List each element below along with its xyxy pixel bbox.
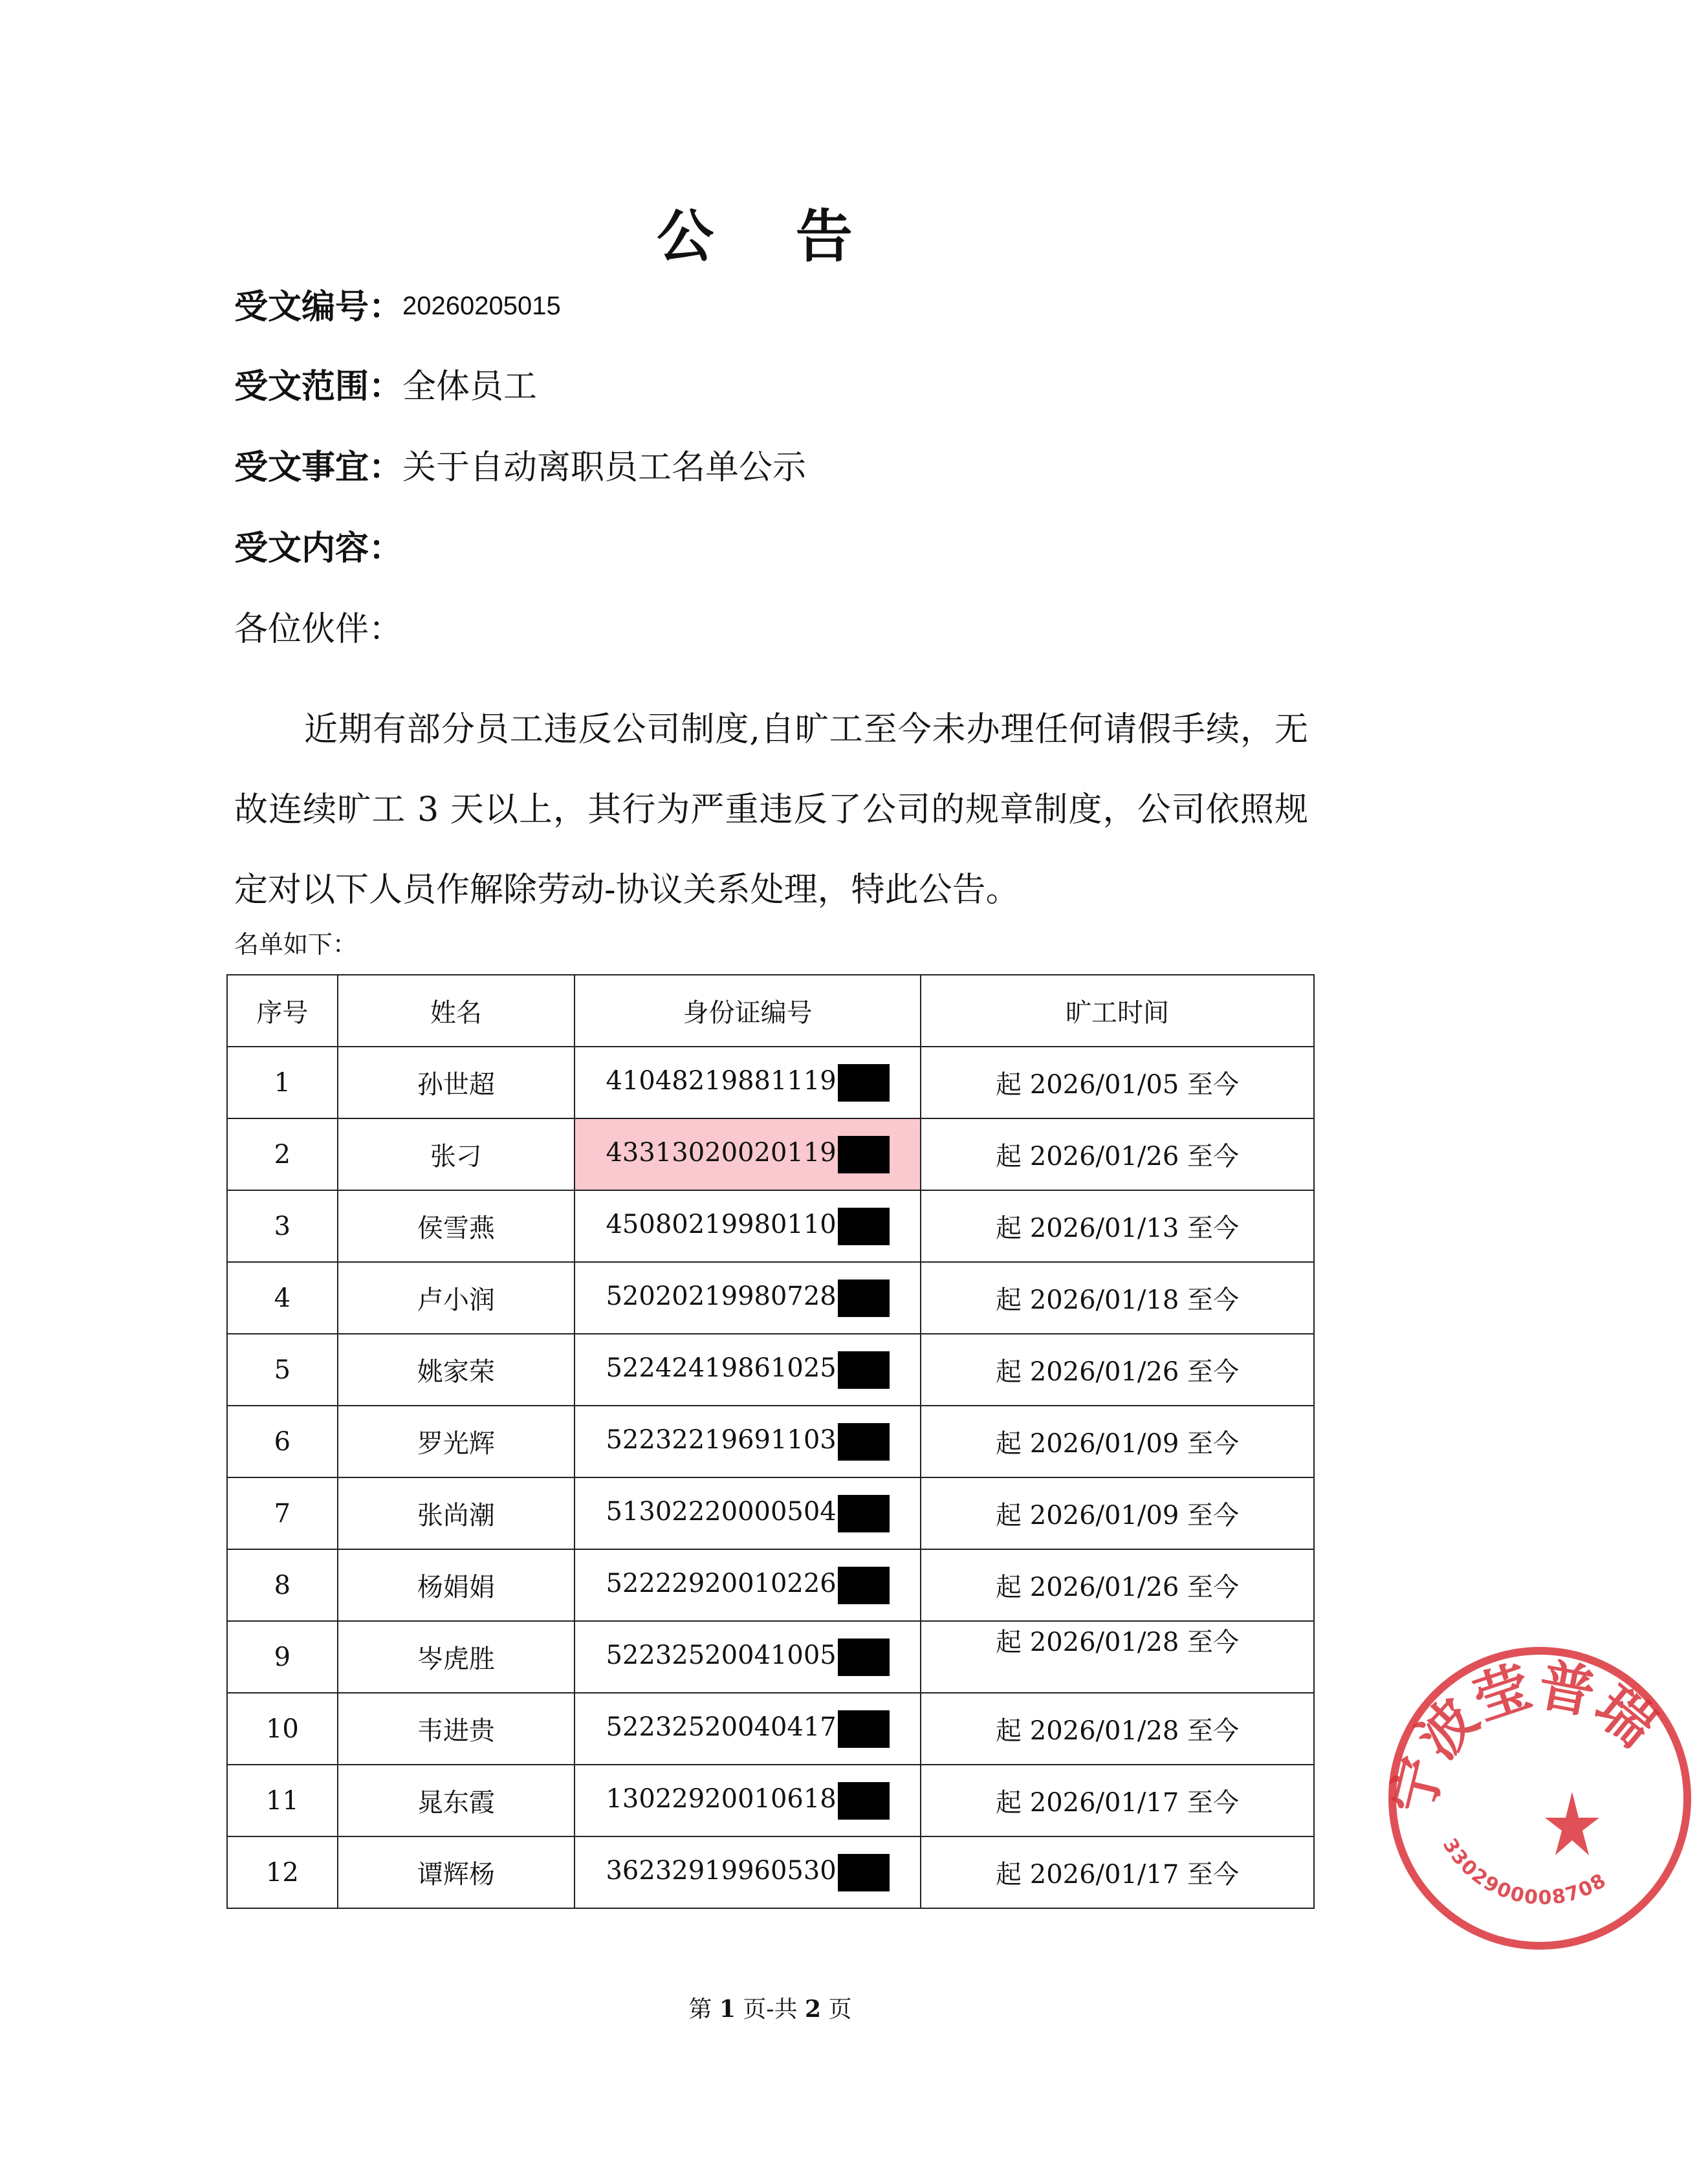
subject-label: 受文事宜： bbox=[234, 448, 403, 487]
company-seal bbox=[1372, 1630, 1708, 1966]
id-visible-digits: 13022920010618 bbox=[606, 1783, 837, 1814]
cell-name: 孙世超 bbox=[338, 1047, 575, 1118]
redaction-block bbox=[838, 1351, 890, 1389]
redaction-block bbox=[838, 1495, 890, 1532]
id-visible-digits: 41048219881119 bbox=[606, 1065, 837, 1096]
body-paragraph: 近期有部分员工违反公司制度,自旷工至今未办理任何请假手续，无故连续旷工 3 天以上，其行为严重违反了公司的规章制度，公司依照规定对以下人员作解除劳动-协议关系处理，特此公告。 bbox=[234, 710, 1308, 909]
cell-name: 张尚潮 bbox=[338, 1477, 575, 1549]
table-row bbox=[227, 1836, 1314, 1908]
cell-id bbox=[575, 1334, 921, 1406]
cell-no: 11 bbox=[227, 1765, 338, 1836]
cell-name: 罗光辉 bbox=[338, 1406, 575, 1477]
redaction-block bbox=[838, 1639, 890, 1676]
cell-name: 张刁 bbox=[338, 1118, 575, 1190]
greeting: 各位伙伴： bbox=[234, 610, 403, 649]
header-time: 旷工时间 bbox=[921, 975, 1314, 1047]
cell-id bbox=[575, 1549, 921, 1621]
table-row bbox=[227, 1477, 1314, 1549]
id-visible-digits: 52020219980728 bbox=[606, 1281, 837, 1311]
redaction-block bbox=[838, 1136, 890, 1173]
id-number bbox=[606, 1567, 889, 1604]
id-visible-digits: 43313020020119 bbox=[606, 1137, 837, 1168]
footer-prefix: 第 bbox=[688, 1996, 712, 2023]
header-name: 姓名 bbox=[338, 975, 575, 1047]
cell-time: 起 2026/01/09 至今 bbox=[921, 1477, 1314, 1549]
doc-number-value: 20260205015 bbox=[402, 292, 561, 320]
redaction-block bbox=[838, 1567, 890, 1604]
table-row bbox=[227, 1118, 1314, 1190]
id-visible-digits: 51302220000504 bbox=[606, 1496, 837, 1527]
table-row bbox=[227, 1621, 1314, 1693]
table-row bbox=[227, 1549, 1314, 1621]
id-visible-digits: 52232520040417 bbox=[606, 1712, 837, 1742]
seal-name: 宁波莹普瑞 bbox=[1379, 1652, 1667, 1821]
document-title: 公 告 bbox=[657, 203, 884, 270]
id-number bbox=[606, 1064, 889, 1102]
id-number bbox=[606, 1351, 889, 1389]
header-id: 身份证编号 bbox=[575, 975, 921, 1047]
content-label: 受文内容： bbox=[234, 529, 403, 568]
cell-no: 1 bbox=[227, 1047, 338, 1118]
scope-label: 受文范围： bbox=[234, 367, 403, 406]
id-number bbox=[606, 1710, 889, 1748]
cell-id bbox=[575, 1693, 921, 1765]
cell-no: 7 bbox=[227, 1477, 338, 1549]
id-visible-digits: 52242419861025 bbox=[606, 1353, 837, 1383]
cell-id bbox=[575, 1765, 921, 1836]
id-visible-digits: 52232520041005 bbox=[606, 1640, 837, 1670]
cell-time: 起 2026/01/13 至今 bbox=[921, 1190, 1314, 1262]
cell-no: 8 bbox=[227, 1549, 338, 1621]
redaction-block bbox=[838, 1710, 890, 1748]
cell-no: 4 bbox=[227, 1262, 338, 1334]
cell-no: 3 bbox=[227, 1190, 338, 1262]
table-row bbox=[227, 1765, 1314, 1836]
employee-table bbox=[226, 974, 1315, 1909]
cell-id bbox=[575, 1118, 921, 1190]
cell-id bbox=[575, 1262, 921, 1334]
id-number bbox=[606, 1136, 889, 1173]
cell-name: 晁东霞 bbox=[338, 1765, 575, 1836]
cell-name: 姚家荣 bbox=[338, 1334, 575, 1406]
cell-time: 起 2026/01/09 至今 bbox=[921, 1406, 1314, 1477]
cell-no: 5 bbox=[227, 1334, 338, 1406]
cell-time: 起 2026/01/28 至今 bbox=[921, 1621, 1314, 1693]
redaction-block bbox=[838, 1782, 890, 1820]
table-row bbox=[227, 1693, 1314, 1765]
cell-name: 谭辉杨 bbox=[338, 1836, 575, 1908]
footer-middle: 页-共 bbox=[743, 1996, 798, 2023]
cell-no: 9 bbox=[227, 1621, 338, 1693]
id-number bbox=[606, 1208, 889, 1245]
scope-field bbox=[234, 364, 537, 409]
subject-field bbox=[234, 445, 806, 490]
id-visible-digits: 52222920010226 bbox=[606, 1568, 837, 1598]
redaction-block bbox=[838, 1064, 890, 1102]
cell-name: 卢小润 bbox=[338, 1262, 575, 1334]
cell-name: 杨娟娟 bbox=[338, 1549, 575, 1621]
table-body bbox=[227, 1047, 1314, 1908]
cell-id bbox=[575, 1406, 921, 1477]
cell-no: 2 bbox=[227, 1118, 338, 1190]
table-header-row bbox=[227, 975, 1314, 1047]
cell-time: 起 2026/01/17 至今 bbox=[921, 1765, 1314, 1836]
cell-time: 起 2026/01/05 至今 bbox=[921, 1047, 1314, 1118]
id-number bbox=[606, 1639, 889, 1676]
page-footer bbox=[0, 1991, 1540, 2024]
cell-no: 6 bbox=[227, 1406, 338, 1477]
cell-time: 起 2026/01/17 至今 bbox=[921, 1836, 1314, 1908]
cell-id bbox=[575, 1047, 921, 1118]
footer-total-pages: 2 bbox=[805, 1996, 822, 2023]
cell-id bbox=[575, 1477, 921, 1549]
cell-name: 韦进贵 bbox=[338, 1693, 575, 1765]
table-row bbox=[227, 1047, 1314, 1118]
content-field bbox=[234, 526, 402, 571]
id-number bbox=[606, 1495, 889, 1532]
cell-name: 侯雪燕 bbox=[338, 1190, 575, 1262]
seal-number: 3302900008708 bbox=[1438, 1835, 1611, 1910]
redaction-block bbox=[838, 1423, 890, 1461]
id-number bbox=[606, 1854, 889, 1891]
cell-time: 起 2026/01/28 至今 bbox=[921, 1693, 1314, 1765]
table-row bbox=[227, 1190, 1314, 1262]
cell-time: 起 2026/01/26 至今 bbox=[921, 1549, 1314, 1621]
redaction-block bbox=[838, 1280, 890, 1317]
redaction-block bbox=[838, 1208, 890, 1245]
id-visible-digits: 45080219980110 bbox=[606, 1209, 837, 1239]
cell-time: 起 2026/01/26 至今 bbox=[921, 1334, 1314, 1406]
id-visible-digits: 52232219691103 bbox=[606, 1424, 837, 1455]
cell-id bbox=[575, 1836, 921, 1908]
id-visible-digits: 36232919960530 bbox=[606, 1855, 837, 1886]
scope-value: 全体员工 bbox=[402, 367, 538, 406]
table-row bbox=[227, 1262, 1314, 1334]
header-no: 序号 bbox=[227, 975, 338, 1047]
footer-suffix: 页 bbox=[828, 1996, 852, 2023]
table-row bbox=[227, 1406, 1314, 1477]
cell-time: 起 2026/01/26 至今 bbox=[921, 1118, 1314, 1190]
doc-number-field bbox=[234, 283, 561, 330]
cell-id bbox=[575, 1621, 921, 1693]
cell-time: 起 2026/01/18 至今 bbox=[921, 1262, 1314, 1334]
cell-no: 12 bbox=[227, 1836, 338, 1908]
cell-name: 岑虎胜 bbox=[338, 1621, 575, 1693]
seal-star-icon bbox=[1545, 1792, 1599, 1855]
id-number bbox=[606, 1280, 889, 1317]
id-number bbox=[606, 1423, 889, 1461]
subject-value: 关于自动离职员工名单公示 bbox=[402, 448, 807, 487]
id-number bbox=[606, 1782, 889, 1820]
doc-number-label: 受文编号： bbox=[234, 288, 403, 327]
table-row bbox=[227, 1334, 1314, 1406]
cell-no: 10 bbox=[227, 1693, 338, 1765]
list-title: 名单如下： bbox=[234, 930, 358, 959]
footer-page-number: 1 bbox=[719, 1996, 736, 2023]
redaction-block bbox=[838, 1854, 890, 1891]
cell-id bbox=[575, 1190, 921, 1262]
